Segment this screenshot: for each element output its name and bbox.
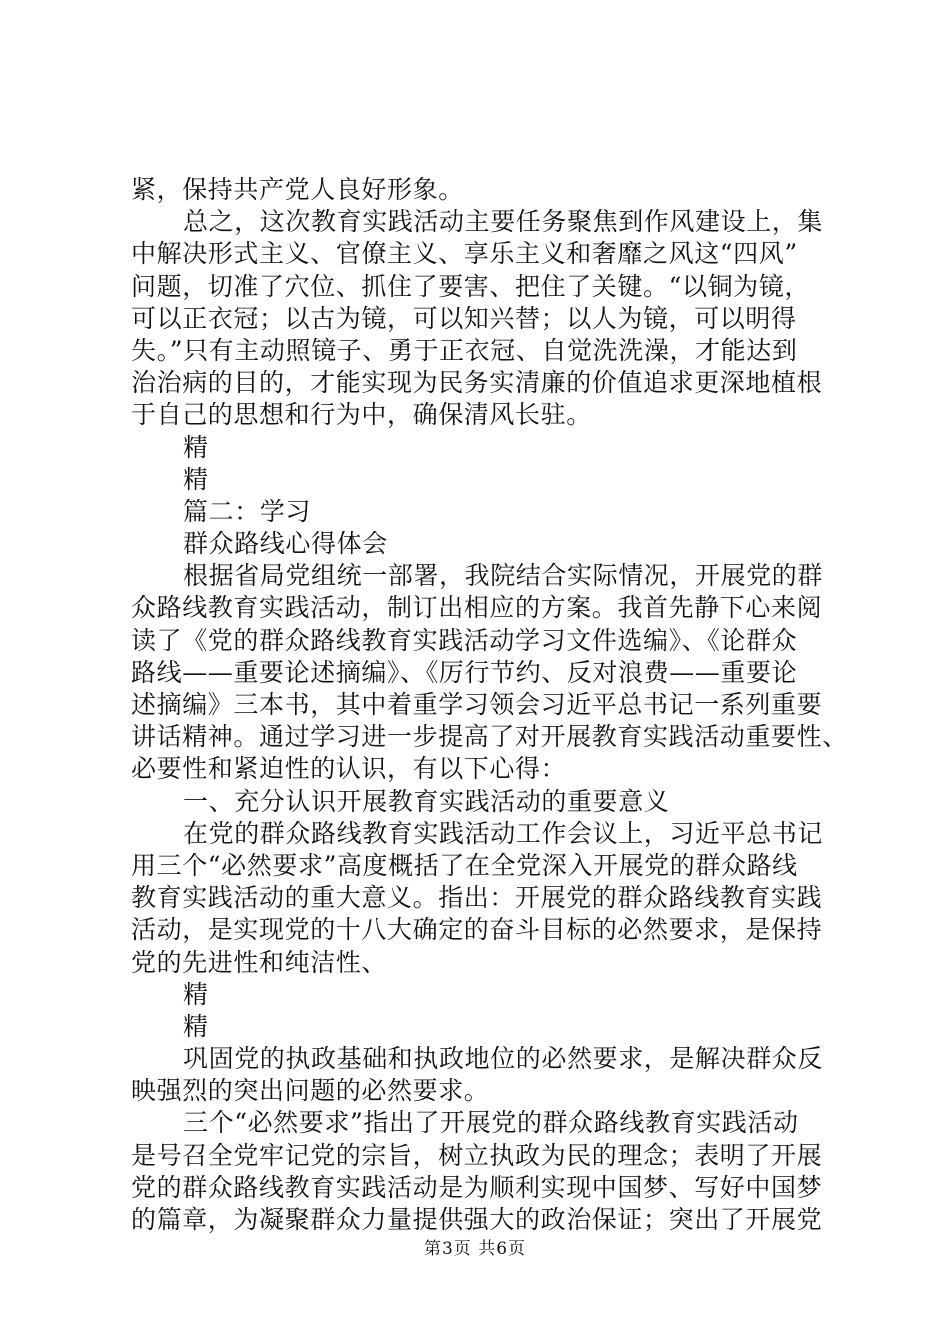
text-line: 一、充分认识开展教育实践活动的重要意义 [183,786,670,816]
text-line: 巩固党的执政基础和执政地位的必然要求，是解决群众反 [183,1044,824,1074]
text-line: 失。”只有主动照镜子、勇于正衣冠、自觉洗洗澡，才能达到 [131,335,798,365]
text-line: 精 [183,464,209,494]
text-line: 可以正衣冠；以古为镜，可以知兴替；以人为镜，可以明得 [131,303,797,333]
text-line: 精 [183,432,209,462]
text-line: 精 [183,979,209,1009]
text-line: 紧，保持共产党人良好形象。 [131,175,464,204]
document-body [131,174,848,1236]
text-line: 篇二：学习 [183,496,312,526]
text-line: 映强烈的突出问题的必然要求。 [131,1076,490,1106]
text-line: 用三个“必然要求”高度概括了在全党深入开展党的群众路线 [131,850,798,880]
text-line: 三个“必然要求”指出了开展党的群众路线教育实践活动 [183,1108,799,1138]
text-line: 活动，是实现党的十八大确定的奋斗目标的必然要求，是保持 [131,915,823,945]
text-line: 问题，切准了穴位、抓住了要害、把住了关键。“以铜为镜， [131,271,810,301]
text-line: 群众路线心得体会 [183,529,388,559]
text-line: 读了《党的群众路线教育实践活动学习文件选编》、《论群众 [131,625,798,655]
text-line: 根据省局党组统一部署，我院结合实际情况，开展党的群 [183,561,824,591]
text-line: 教育实践活动的重大意义。指出：开展党的群众路线教育实践 [131,883,823,913]
text-line: 于自己的思想和行为中，确保清风长驻。 [131,400,592,430]
text-line: 是号召全党牢记党的宗旨，树立执政为民的理念；表明了开展 [131,1140,823,1170]
text-line: 讲话精神。通过学习进一步提高了对开展教育实践活动重要性、 [131,722,848,752]
page-footer: 第3页 共6页 [423,1239,527,1259]
text-line: 的篇章，为凝聚群众力量提供强大的政治保证；突出了开展党 [131,1205,823,1234]
text-line: 党的先进性和纯洁性、 [131,947,388,977]
text-line: 述摘编》三本书，其中着重学习领会习近平总书记一系列重要 [131,690,823,719]
text-line: 路线——重要论述摘编》、《厉行节约、反对浪费——重要论 [131,657,798,687]
text-line: 精 [183,1011,209,1041]
text-line: 中解决形式主义、官僚主义、享乐主义和奢靡之风这“四风” [131,239,798,269]
text-line: 众路线教育实践活动，制订出相应的方案。我首先静下心来阅 [131,593,823,623]
text-line: 党的群众路线教育实践活动是为顺利实现中国梦、写好中国梦 [131,1172,823,1202]
text-line: 治治病的目的，才能实现为民务实清廉的价值追求更深地植根 [131,368,823,398]
text-line: 总之，这次教育实践活动主要任务聚焦到作风建设上，集 [183,207,824,237]
text-line: 必要性和紧迫性的认识，有以下心得： [131,754,567,784]
text-line: 在党的群众路线教育实践活动工作会议上，习近平总书记 [183,818,824,848]
